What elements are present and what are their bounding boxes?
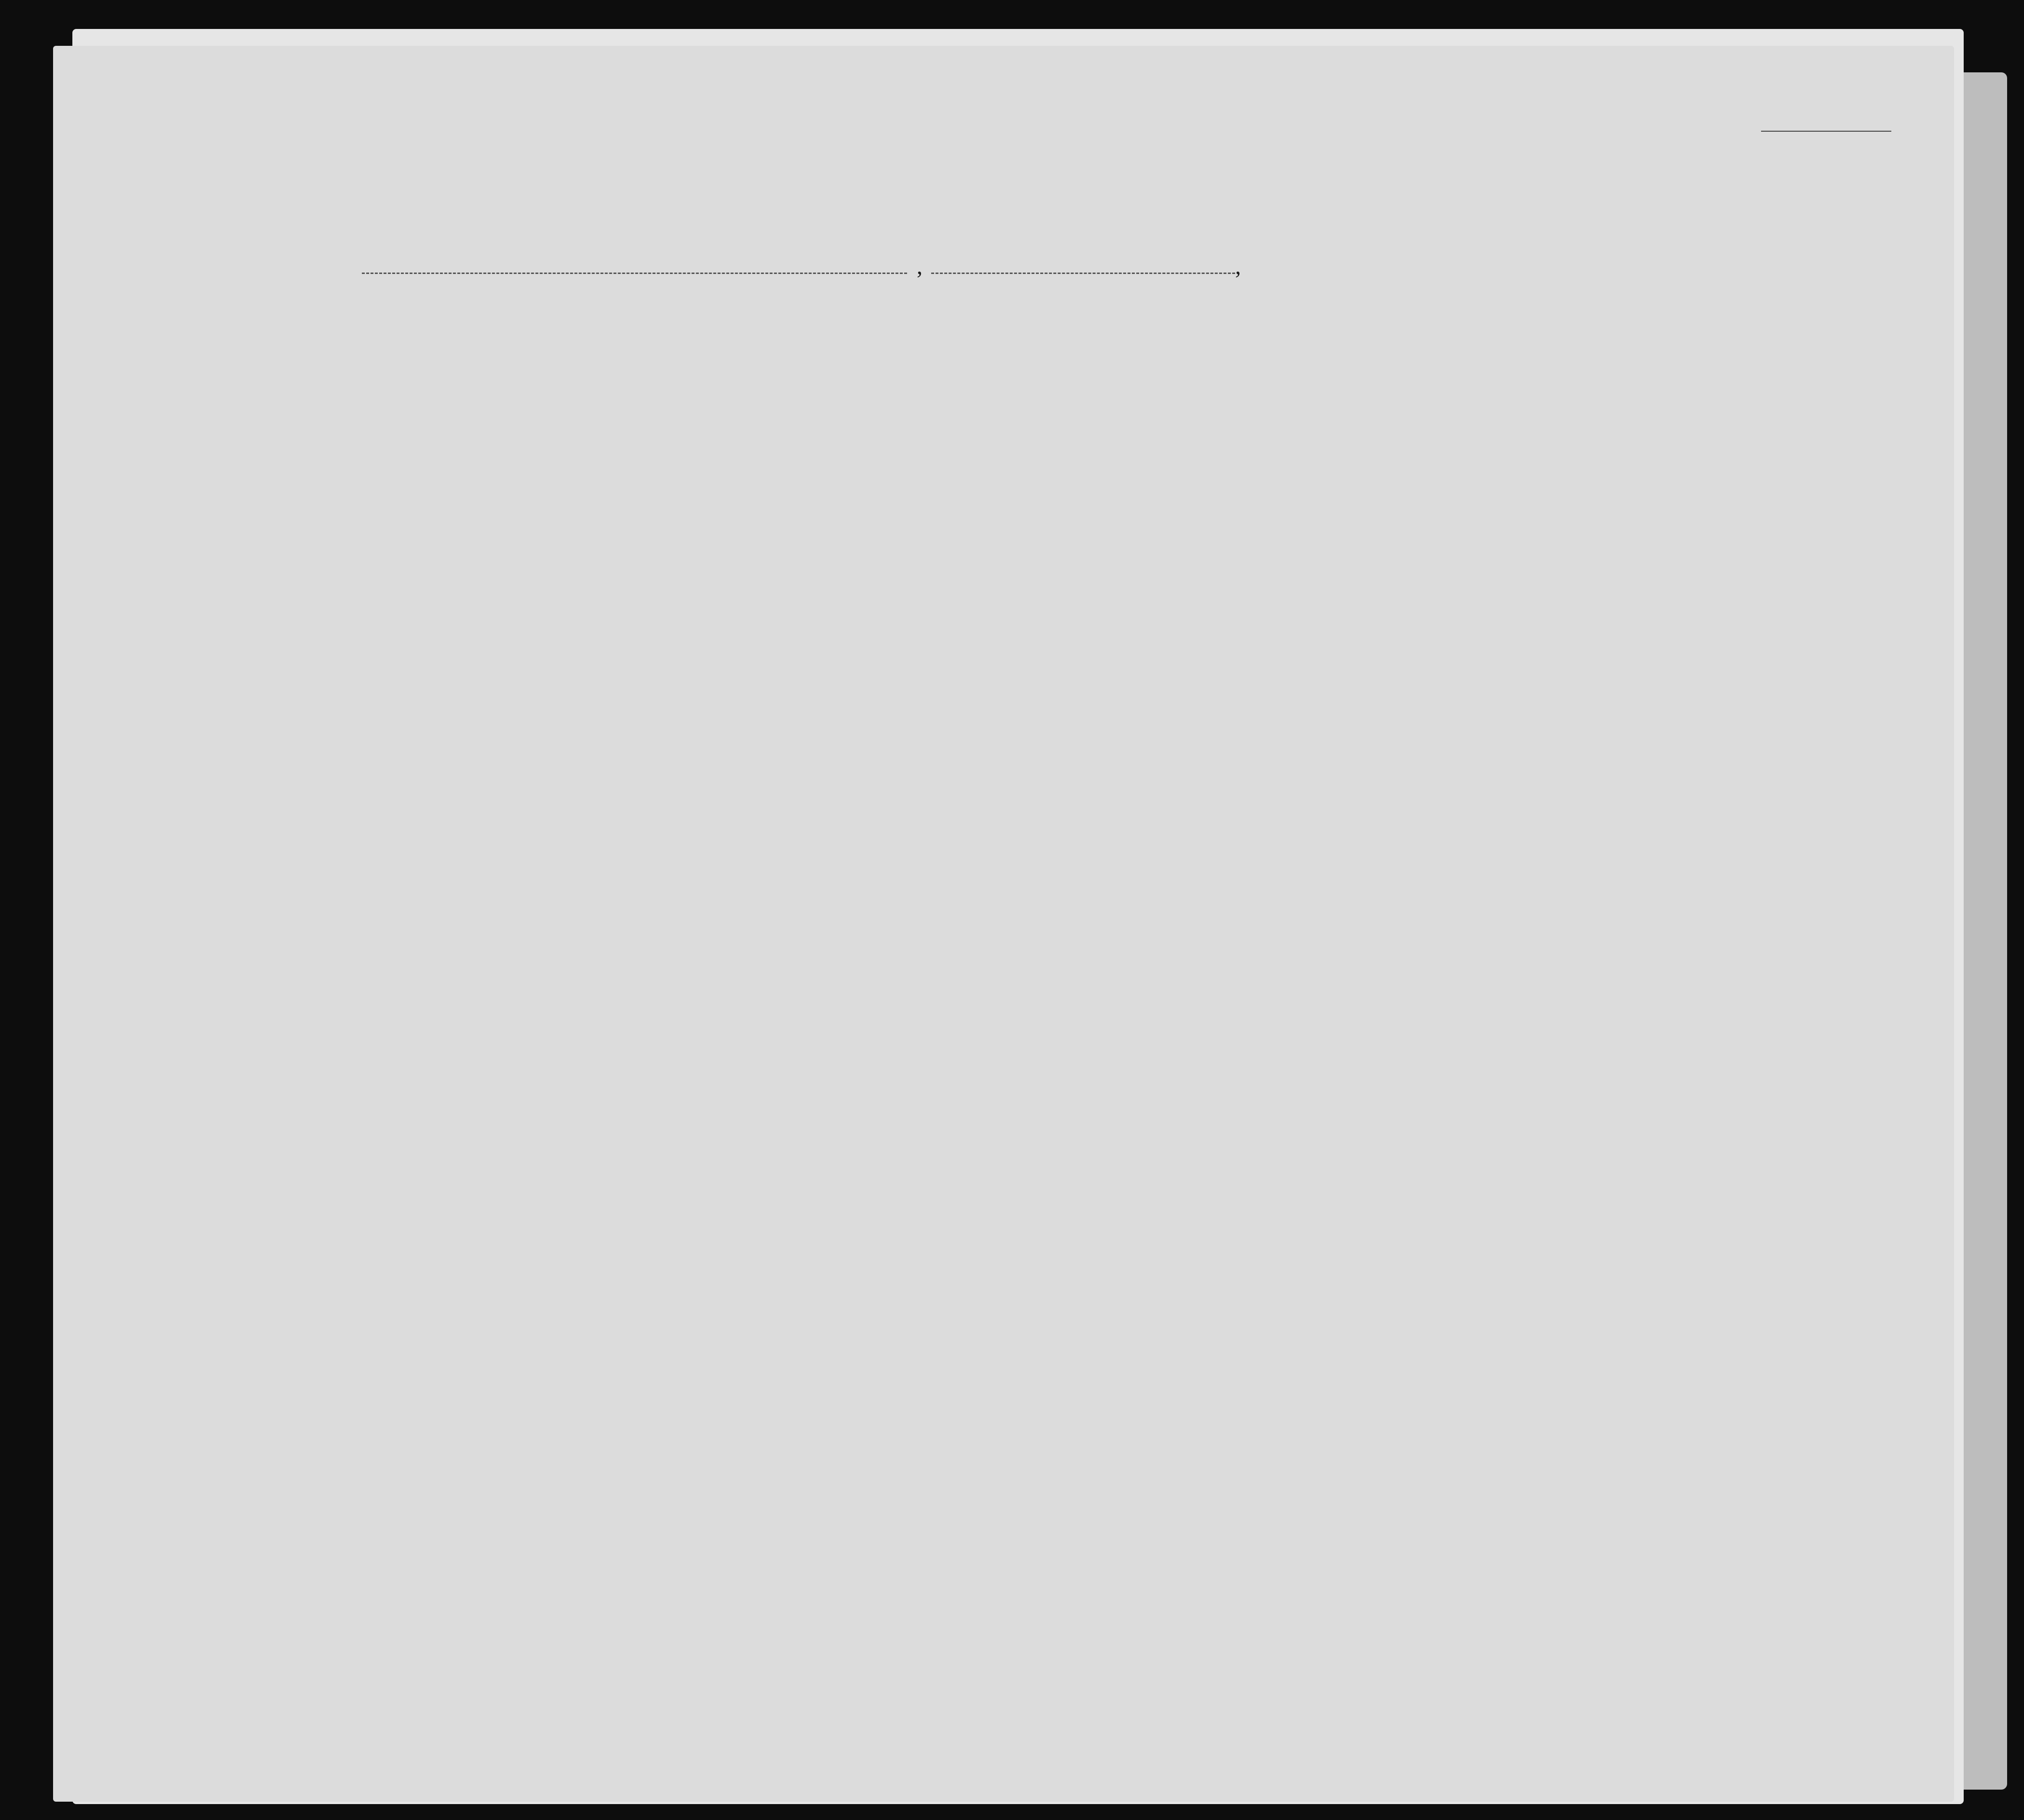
manifest-table <box>53 46 1954 1802</box>
comma-2: , <box>1235 254 1241 279</box>
manifest-sheet <box>53 46 1954 1802</box>
comma: , <box>917 254 923 279</box>
